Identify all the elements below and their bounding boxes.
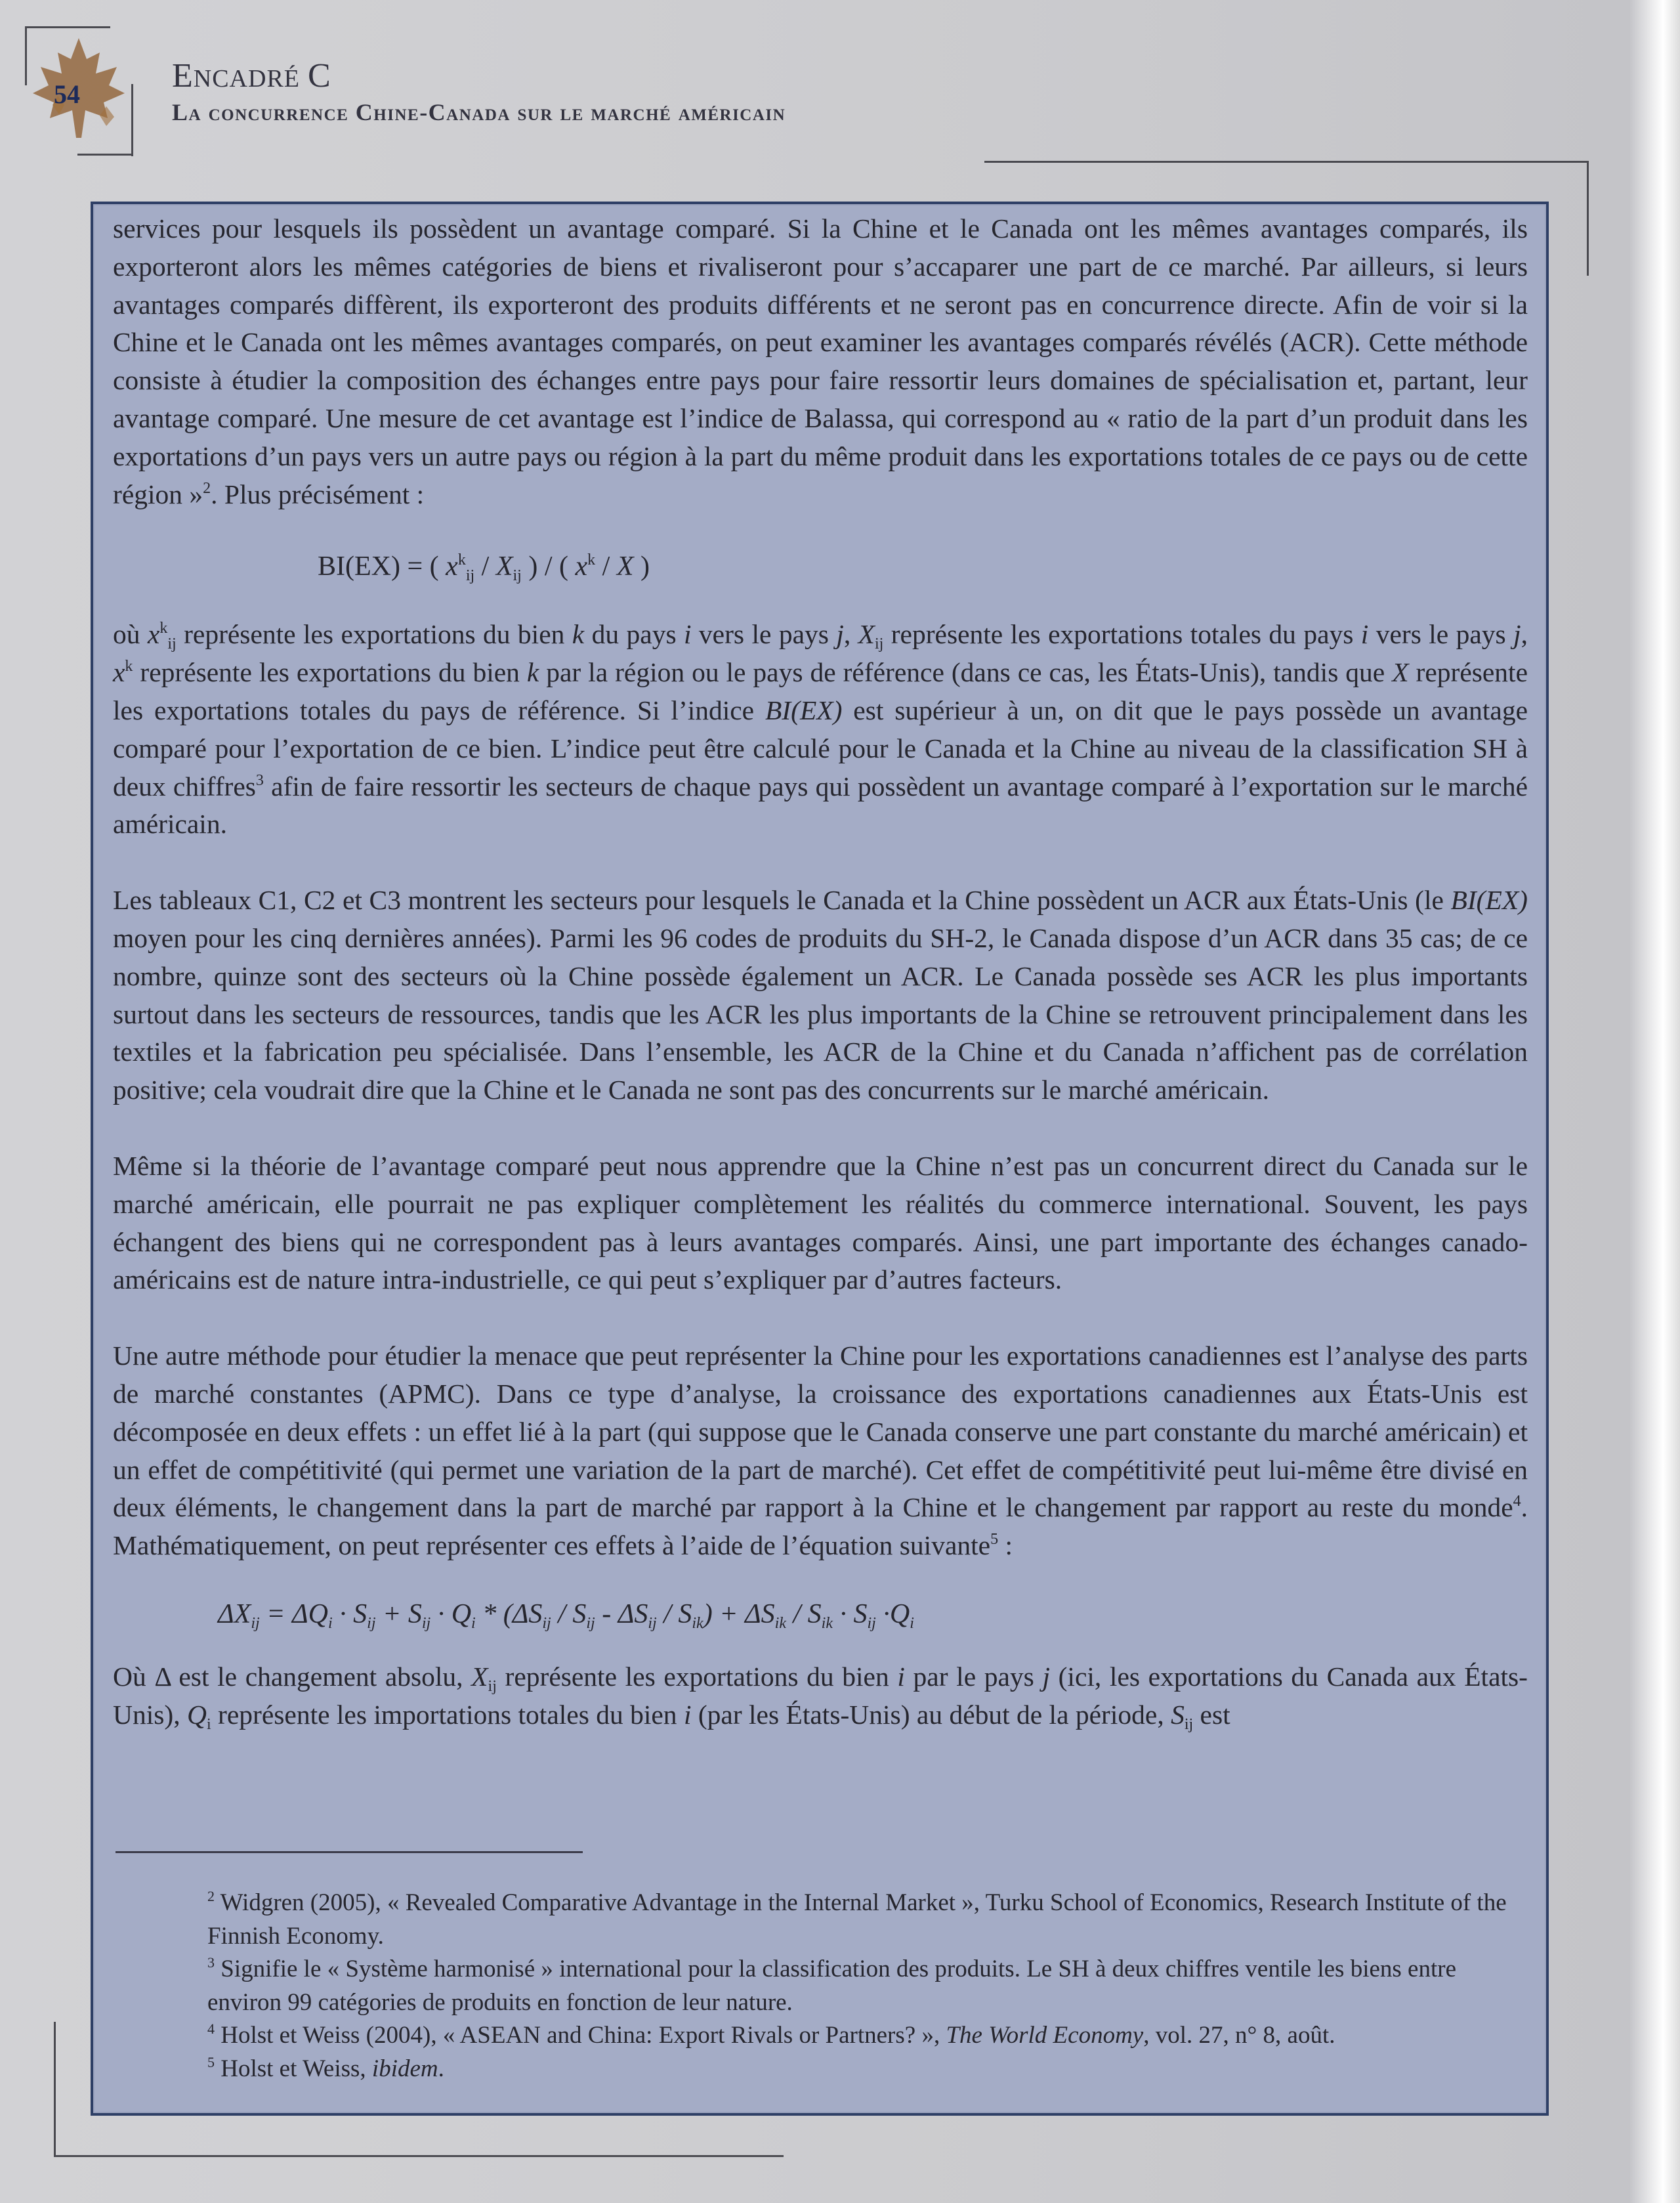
footnote-text: Holst et Weiss (2004), « ASEAN and China: Export Rivals or Partners? », [220,2022,946,2049]
box-label-rest: NCADRÉ [193,65,300,93]
p6-text: est [1193,1699,1230,1730]
p2-text: est supérieur à un, on dit que le pays possède un avantage comparé pour l’exportation de ce bien. L’indice peut être calculé pour le Canada et la Chine au niveau de la classification SH à deux chiffres [113,695,1528,802]
p2-text: représente les exportations totales du pays de référence. Si l’indice [113,657,1528,725]
paragraph-3: Les tableaux C1, C2 et C3 montrent les secteurs pour lesquels le Canada et la Chine possèdent un ACR aux États-Unis (le BI(EX) moyen pour les cinq dernières années). Parmi les 96 codes de produits du SH-2, le Canada dispose d’un ACR dans 35 cas; de ce nombre, quinze sont des secteurs où la Chine possède également un ACR. Le Canada possède ses ACR les plus importants surtout dans les secteurs de ressources, tandis que les ACR les plus importants de la Chine se retrouvent principalement dans les textiles et la fabrication peu spécialisée. Dans l’ensemble, les ACR de la Chine et du Canada n’affichent pas de corrélation positive; cela voudrait dire que la Chine et le Canada ne sont pas des concurrents sur le marché américain. [113,885,1528,1105]
footnote-text: . [438,2055,444,2082]
footnotes [207,1887,1520,2085]
footnote-ref: 3 [255,771,264,789]
p2-text: par la région ou le pays de référence (dans ce cas, les États-Unis), tandis que [539,657,1393,688]
box-label-initial: E [172,57,194,95]
footnote-2 [207,1887,1520,1953]
p2-text: représente les exportations du bien [176,619,572,650]
p2-text: où [113,619,148,650]
p5-text: : [998,1530,1013,1561]
footer-rule [54,2155,784,2157]
p3-text: Les tableaux C1, C2 et C3 montrent les secteurs pour lesquels le Canada et la Chine possèdent un ACR aux États-Unis (le [113,885,1451,916]
footnote-number: 3 [207,1954,215,1971]
footnote-number: 2 [207,1888,215,1904]
p1-end: . Plus précisément : [211,479,425,509]
paragraph-2: où $x^k_{ij}$ représente les exportations du bien k du pays i vers le pays j, $X_{ij}$ représente les exportations totales du pays i vers le pays j, $x^k$ représente les exportations du bien k par la région ou le pays de référence (dans ce cas, les États-Unis), tandis que X représente les exportations totales du pays de référence. Si l’indice BI(EX) est supérieur à un, on dit que le pays possède un avantage comparé pour l’exportation de ce bien. L’indice peut être calculé pour le Canada et la Chine au niveau de la classification SH à deux chiffres$^3$ afin de faire ressortir les secteurs de chaque pays qui possèdent un avantage comparé à l’exportation sur le marché américain. [113,619,1528,840]
p6-text: représente les importations totales du bien [211,1699,684,1730]
header-rule [77,154,133,156]
paragraph-5 [113,1337,1528,1565]
apmc-equation: $\Delta X_{ij} = \Delta Q_i \cdot S_{ij} + S_{ij} \cdot Q_i * (\Delta S_{ij} / S_{ij} - \Delta S_{ij} / S_{ik}) + \Delta S_{ik} / S_{ik} \cdot S_{ij} \cdot Q_i$ [218,1598,914,1632]
p6-text: Où Δ est le changement absolu, [113,1661,472,1692]
box-label [172,56,331,95]
p6-text: par le pays [904,1661,1043,1692]
box-title: La concurrence Chine-Canada sur le marché américain [172,99,786,125]
p5-text: . Mathématiquement, on peut représenter ces effets à l’aide de l’équation suivante [113,1492,1528,1561]
footnote-4 [207,2019,1520,2053]
ibidem: ibidem [371,2055,438,2082]
p1-text: services pour lesquels ils possèdent un avantage comparé. Si la Chine et le Canada ont les mêmes avantages comparés, ils exporteront alors les mêmes catégories de biens et rivaliseront pour s’accaparer une part de ce marché. Par ailleurs, si leurs avantages comparés diffèrent, ils exporteront des produits différents et ne seront pas en concurrence directe. Afin de voir si la Chine et le Canada ont les mêmes avantages comparés, on peut examiner les avantages comparés révélés (ACR). Cette méthode consiste à étudier la composition des échanges entre pays pour faire ressortir leurs domaines de spécialisation et, partant, leur avantage comparé. Une mesure de cet avantage est l’indice de Balassa, qui correspond au « ratio de la part d’un produit dans les exportations d’un pays vers un autre pays ou région à la part du même produit dans les exportations totales de ce pays ou de cette région » [113,213,1528,509]
header-right-rule [984,161,1588,163]
corner-rule [25,26,110,28]
footnote-ref: 5 [990,1531,999,1549]
footnote-3 [207,1953,1520,2019]
paragraph-1 [113,210,1528,513]
p2-text: représente les exportations du bien [133,657,527,688]
p5-text: Une autre méthode pour étudier la menace que peut représenter la Chine pour les exportations canadiennes est l’analyse des parts de marché constantes (APMC). Dans ce type d’analyse, la croissance des exportations canadiennes aux États-Unis est décomposée en deux effets : un effet lié à la part (qui suppose que le Canada conserve une part constante du marché américain) et un effet de compétitivité (qui permet une variation de la part de marché). Cet effet de compétitivité peut lui-même être divisé en deux éléments, le changement dans la part de marché par rapport à la Chine et le changement par rapport au reste du monde [113,1340,1528,1523]
footnote-5 [207,2053,1520,2086]
footer-rule [54,2022,56,2156]
footnote-number: 4 [207,2021,215,2037]
journal-title: The World Economy [946,2022,1144,2049]
p6-text: (par les États-Unis) au début de la période, [691,1699,1171,1730]
footnote-text: Signifie le « Système harmonisé » international pour la classification des produits. Le SH à deux chiffres ventile les biens entre environ 99 catégories de produits en fonction de leur nature. [207,1956,1457,2016]
footnote-text: Holst et Weiss, [220,2055,372,2082]
footnote-ref: 4 [1513,1493,1521,1510]
footnote-ref: 2 [203,479,211,497]
box-label-letter: C [308,57,331,95]
p2-text: du pays [584,619,684,650]
footnote-divider [116,1851,583,1853]
p6-text: (ici, les exportations du Canada aux États-Unis), [113,1661,1528,1730]
p2-text: afin de faire ressortir les secteurs de chaque pays qui possèdent un avantage comparé à l’exportation sur le marché américain. [113,771,1528,840]
balassa-formula: BI(EX) = ( $x^k_{ij} / X_{ij}$ ) / ( $x^k$ / X ) [318,551,650,585]
paragraph-4: Même si la théorie de l’avantage comparé peut nous apprendre que la Chine n’est pas un concurrent direct du Canada sur le marché américain, elle pourrait ne pas expliquer complètement les réalités du commerce international. Souvent, les pays échangent des biens qui ne correspondent pas à leurs avantages comparés. Ainsi, une part importante des échanges canado-américains est de nature intra-industrielle, ce qui peut s’expliquer par d’autres facteurs. [113,1150,1528,1295]
footnote-number: 5 [207,2053,215,2070]
header-rule [131,84,133,156]
p2-text: vers le pays [691,619,837,650]
p2-text: représente les exportations totales du pays [883,619,1361,650]
p6-text: représente les exportations du bien [496,1661,898,1692]
page-number: 54 [54,79,80,109]
box-content [113,210,1528,1734]
header-right-rule [1587,161,1589,276]
formula-lhs: BI(EX) = [318,551,430,582]
p2-text: vers le pays [1368,619,1514,650]
paragraph-6: Où Δ est le changement absolu, $X_{ij}$ représente les exportations du bien i par le pays j (ici, les exportations du Canada aux États-Unis), $Q_i$ représente les importations totales du bien i (par les États-Unis) au début de la période, $S_{ij}$ est [113,1661,1528,1733]
footnote-text: Widgren (2005), « Revealed Comparative Advantage in the Internal Market », Turku School of Economics, Research Institute of the Finnish Economy. [207,1889,1507,1950]
p3-text: moyen pour les cinq dernières années). Parmi les 96 codes de produits du SH-2, le Canada dispose d’un ACR dans 35 cas; de ce nombre, quinze sont des secteurs où la Chine possède également un ACR. Le Canada possède ses ACR les plus importants surtout dans les secteurs de ressources, tandis que les ACR les plus importants de la Chine se retrouvent principalement dans les textiles et la fabrication peu spécialisée. Dans l’ensemble, les ACR de la Chine et du Canada n’affichent pas de corrélation positive; cela voudrait dire que la Chine et le Canada ne sont pas des concurrents sur le marché américain. [113,922,1528,1105]
footnote-text: , vol. 27, n° 8, août. [1143,2022,1335,2049]
